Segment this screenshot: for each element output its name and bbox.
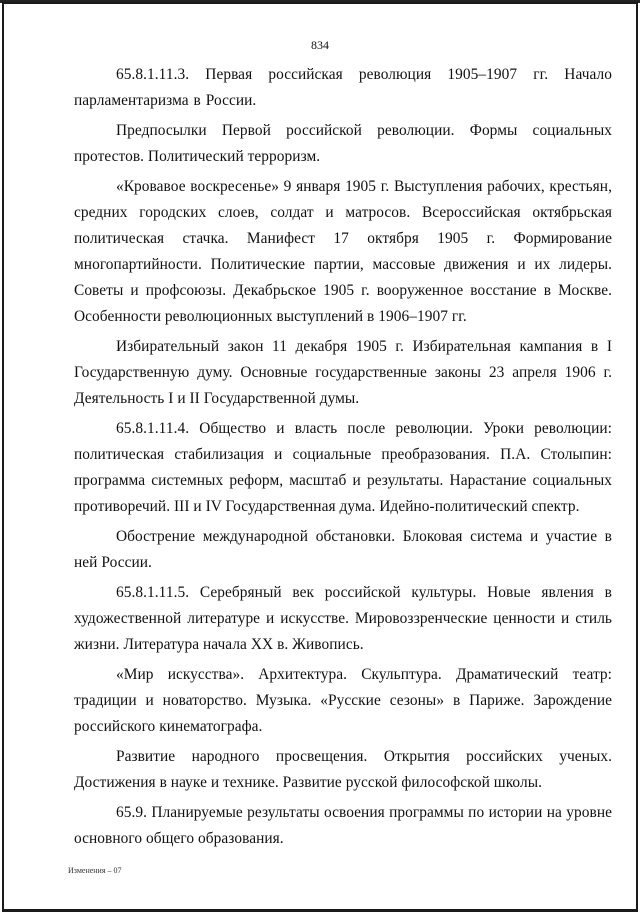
paragraph-4: Избирательный закон 11 декабря 1905 г. Избирательная кампания в I Государственную думу. Основные государственные законы 23 апреля 1906 г. Деятельность I и II Государственной думы. xyxy=(74,338,612,407)
paragraph-3: «Кровавое воскресенье» 9 января 1905 г. Выступления рабочих, крестьян, средних городских слоев, солдат и матросов. Всероссийская октябрьская политическая стачка. Манифест 17 октября 1905 г. Формирование многопартийности. Политические партии, массовые движения и их лидеры. Советы и профсоюзы. Декабрьское 1905 г. вооруженное восстание в Москве. Особенности революционных выступлений в 1906–1907 гг. xyxy=(74,178,612,325)
paragraph-5: 65.8.1.11.4. Общество и власть после революции. Уроки революции: политическая стабилизация и социальные преобразования. П.А. Столыпин: программа системных реформ, масштаб и результаты. Нарастание социальных противоречий. III и IV Государственная дума. Идейно-политический спектр. xyxy=(74,420,612,515)
paragraph-2: Предпосылки Первой российской революции. Формы социальных протестов. Политический терроризм. xyxy=(74,122,612,165)
document-body xyxy=(74,62,612,856)
paragraph-8: «Мир искусства». Архитектура. Скульптура. Драматический театр: традиции и новаторство. Музыка. «Русские сезоны» в Париже. Зарождение российского кинематографа. xyxy=(74,666,612,735)
paragraph-6: Обострение международной обстановки. Блоковая система и участие в ней России. xyxy=(74,528,612,571)
paragraph-1: 65.8.1.11.3. Первая российская революция 1905–1907 гг. Начало парламентаризма в России. xyxy=(74,66,612,109)
page-number: 834 xyxy=(311,38,329,52)
paragraph-9: Развитие народного просвещения. Открытия российских ученых. Достижения в науке и технике. Развитие русской философской школы. xyxy=(74,748,612,791)
paragraph-7: 65.8.1.11.5. Серебряный век российской культуры. Новые явления в художественной литературе и искусстве. Мировоззренческие ценности и стиль жизни. Литература начала XX в. Живопись. xyxy=(74,584,612,653)
paragraph-10: 65.9. Планируемые результаты освоения программы по истории на уровне основного общего образования. xyxy=(74,804,612,847)
footer-revision-note: Изменения – 07 xyxy=(68,866,122,875)
